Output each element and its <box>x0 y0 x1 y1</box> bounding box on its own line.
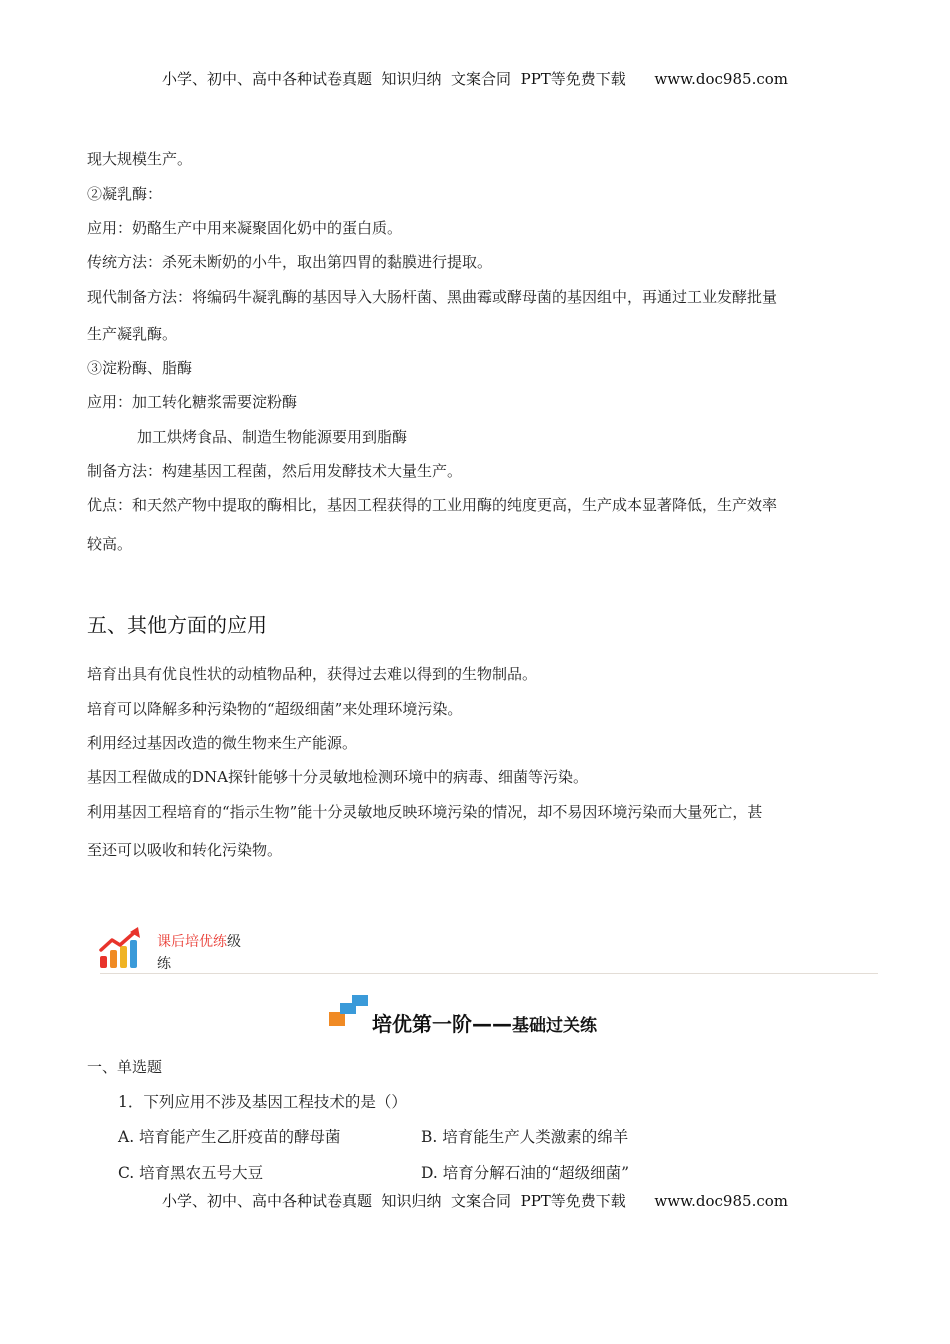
body-line: 优点：和天然产物中提取的酶相比，基因工程获得的工业用酶的纯度更高，生产成本显著降低，生产效率 <box>87 496 778 514</box>
stairs-icon <box>328 994 370 1028</box>
body-line: 利用基因工程培育的“指示生物”能十分灵敏地反映环境污染的情况，却不易因环境污染而大量死亡，甚 <box>87 803 763 821</box>
option-a: A. 培育能产生乙肝疫苗的酵母菌 <box>118 1128 341 1146</box>
practice-label-dark: 级 <box>227 934 241 950</box>
option-b: B. 培育能生产人类激素的绵羊 <box>421 1128 629 1146</box>
body-line: 至还可以吸收和转化污染物。 <box>87 841 283 859</box>
growth-chart-icon <box>98 926 144 970</box>
body-line: 利用经过基因改造的微生物来生产能源。 <box>87 734 358 752</box>
body-line: 加工烘烤食品、制造生物能源要用到脂酶 <box>137 428 408 446</box>
stage-title-sub: 基础过关练 <box>512 1016 597 1036</box>
section-heading: 五、其他方面的应用 <box>87 613 267 637</box>
body-line: ③淀粉酶、脂酶 <box>87 359 193 377</box>
question-type: 一、单选题 <box>87 1058 163 1076</box>
stage-title-main: 培优第一阶—— <box>372 1012 512 1036</box>
body-line: 应用：加工转化糖浆需要淀粉酶 <box>87 393 298 411</box>
body-line: 生产凝乳酶。 <box>87 325 178 343</box>
body-line: 现大规模生产。 <box>87 150 193 168</box>
page-footer: 小学、初中、高中各种试卷真题 知识归纳 文案合同 PPT等免费下载 www.doc985.com <box>161 1192 788 1210</box>
practice-label-line2: 练 <box>157 956 171 972</box>
body-line: 基因工程做成的DNA探针能够十分灵敏地检测环境中的病毒、细菌等污染。 <box>87 768 588 786</box>
option-d: D. 培育分解石油的“超级细菌” <box>421 1164 630 1182</box>
body-line: 应用：奶酪生产中用来凝聚固化奶中的蛋白质。 <box>87 219 403 237</box>
body-line: 较高。 <box>87 535 133 553</box>
stage-title <box>372 1008 597 1037</box>
practice-label <box>157 931 241 951</box>
practice-label-red: 课后培优练 <box>157 934 227 950</box>
question-stem: 1．下列应用不涉及基因工程技术的是（） <box>118 1093 407 1111</box>
divider <box>100 973 878 974</box>
body-line: 培育可以降解多种污染物的“超级细菌”来处理环境污染。 <box>87 700 463 718</box>
body-line: 培育出具有优良性状的动植物品种，获得过去难以得到的生物制品。 <box>87 665 538 683</box>
body-line: 传统方法：杀死未断奶的小牛，取出第四胃的黏膜进行提取。 <box>87 253 493 271</box>
option-c: C. 培育黑农五号大豆 <box>118 1164 264 1182</box>
body-line: 现代制备方法：将编码牛凝乳酶的基因导入大肠杆菌、黑曲霉或酵母菌的基因组中，再通过工业发酵批量 <box>87 288 778 306</box>
page-header: 小学、初中、高中各种试卷真题 知识归纳 文案合同 PPT等免费下载 www.doc985.com <box>161 70 788 88</box>
body-line: 制备方法：构建基因工程菌，然后用发酵技术大量生产。 <box>87 462 463 480</box>
body-line: ②凝乳酶： <box>87 185 163 203</box>
